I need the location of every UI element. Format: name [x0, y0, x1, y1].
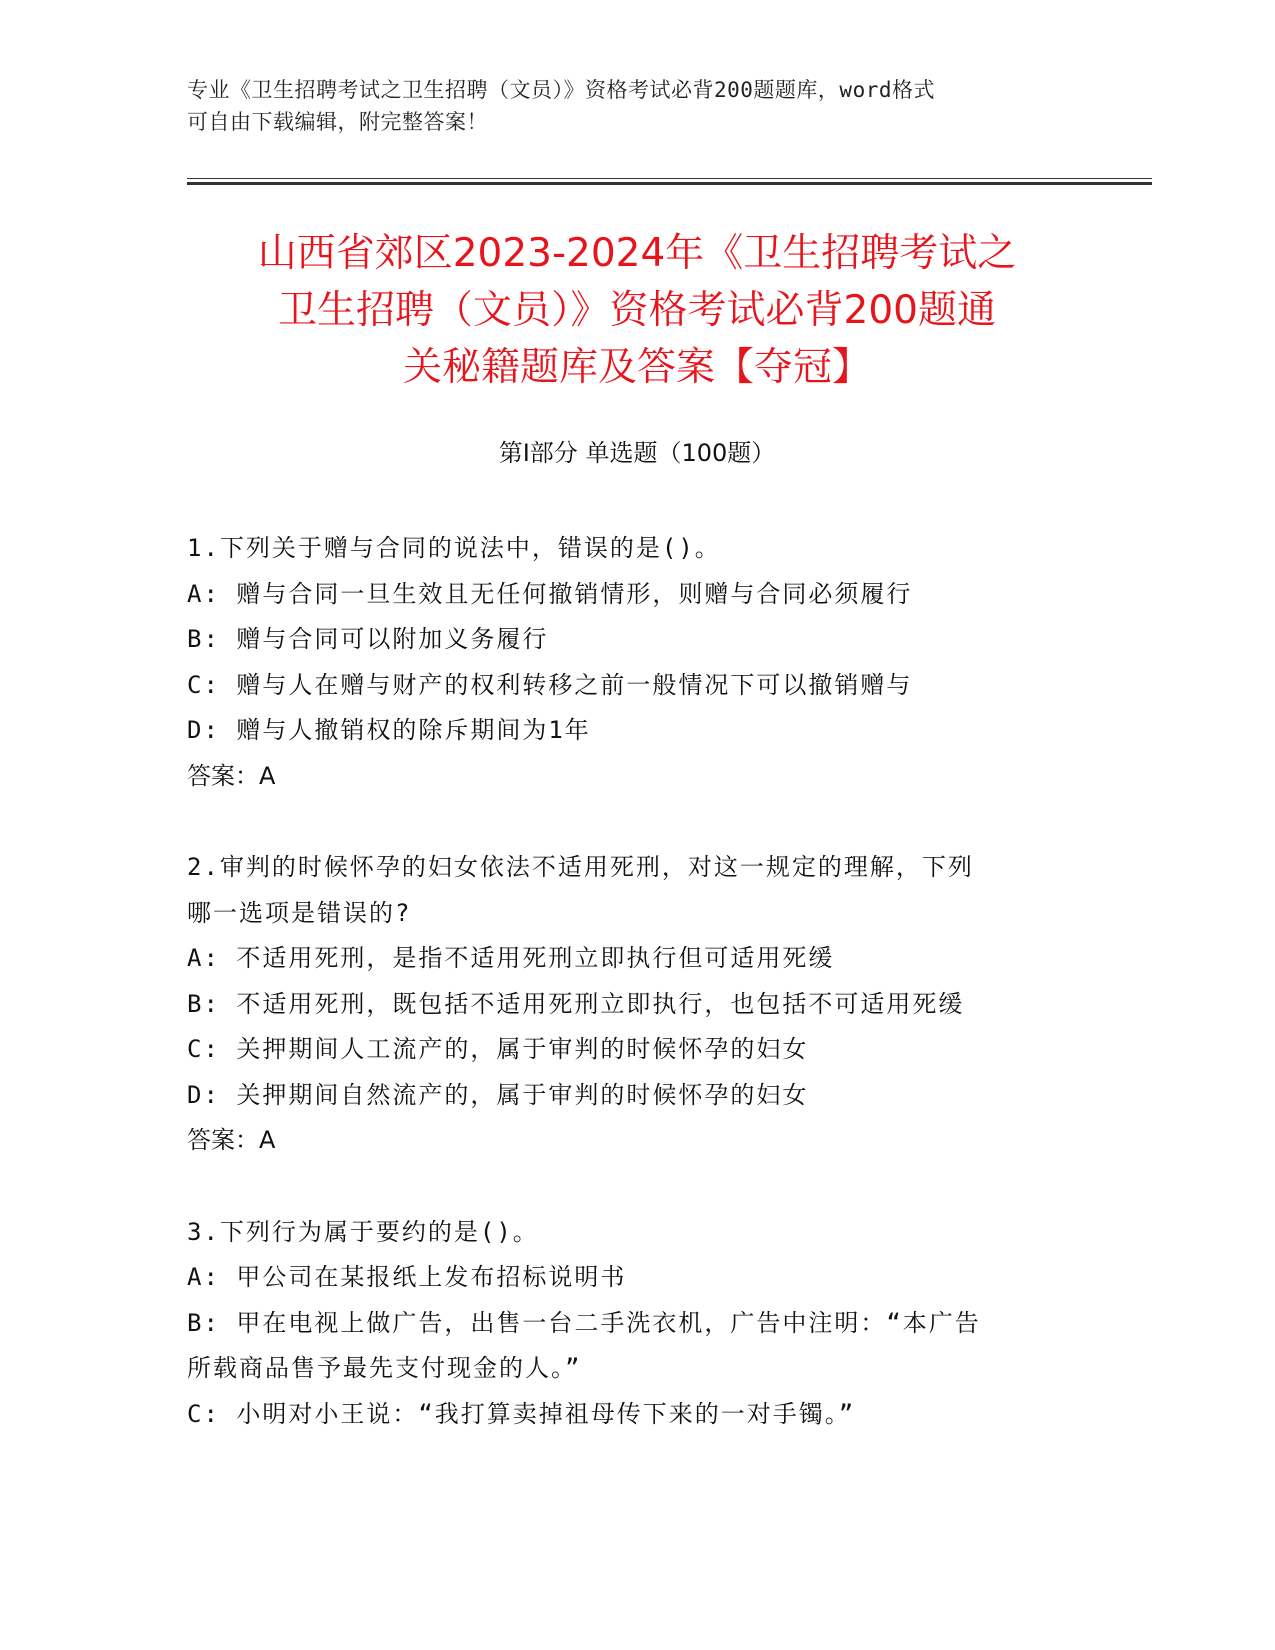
option-a: A: 赠与合同一旦生效且无任何撤销情形，则赠与合同必须履行 [187, 579, 913, 608]
header-note [187, 74, 1067, 138]
question-spacer [187, 799, 1087, 845]
header-note-line: 专业《卫生招聘考试之卫生招聘（文员）》资格考试必背200题题库，word格式 [187, 78, 935, 102]
document-title [187, 225, 1087, 396]
document-title-line: 卫生招聘（文员）》资格考试必背200题通 [278, 288, 996, 333]
option-c: C: 小明对小王说：“我打算卖掉祖母传下来的一对手镯。” [187, 1399, 856, 1428]
option-b: B: 甲在电视上做广告，出售一台二手洗衣机，广告中注明：“本广告 [187, 1308, 981, 1337]
option-b: B: 不适用死刑，既包括不适用死刑立即执行，也包括不可适用死缓 [187, 989, 965, 1018]
question-stem: 3.下列行为属于要约的是()。 [187, 1217, 539, 1246]
header-divider-thick [187, 182, 1152, 185]
option-d: D: 赠与人撤销权的除斥期间为1年 [187, 716, 591, 744]
question-list [187, 526, 1087, 1437]
option-b: B: 赠与合同可以附加义务履行 [187, 625, 549, 653]
option-a: A: 不适用死刑，是指不适用死刑立即执行但可适用死缓 [187, 944, 835, 972]
header-note-line: 可自由下载编辑，附完整答案！ [187, 110, 488, 134]
document-title-line: 山西省郊区2023-2024年《卫生招聘考试之 [257, 231, 1017, 276]
question-item [187, 845, 1087, 1164]
option-b-continued: 所载商品售予最先支付现金的人。” [187, 1354, 582, 1382]
question-spacer [187, 1164, 1087, 1210]
question-stem-continued: 哪一选项是错误的? [187, 898, 412, 927]
question-stem: 2.审判的时候怀孕的妇女依法不适用死刑，对这一规定的理解，下列 [187, 853, 974, 881]
option-a: A: 甲公司在某报纸上发布招标说明书 [187, 1263, 627, 1291]
answer-label: 答案：A [187, 761, 276, 790]
question-item [187, 526, 1087, 799]
option-c: C: 赠与人在赠与财产的权利转移之前一般情况下可以撤销赠与 [187, 670, 913, 699]
header-divider-thin [187, 178, 1152, 179]
answer-label: 答案：A [187, 1126, 276, 1154]
question-stem: 1.下列关于赠与合同的说法中，错误的是()。 [187, 534, 721, 562]
option-c: C: 关押期间人工流产的，属于审判的时候怀孕的妇女 [187, 1035, 809, 1063]
question-item [187, 1210, 1087, 1438]
document-title-line: 关秘籍题库及答案【夺冠】 [402, 345, 871, 390]
section-title: 第Ⅰ部分 单选题（100题） [498, 439, 776, 467]
option-d: D: 关押期间自然流产的，属于审判的时候怀孕的妇女 [187, 1080, 809, 1109]
